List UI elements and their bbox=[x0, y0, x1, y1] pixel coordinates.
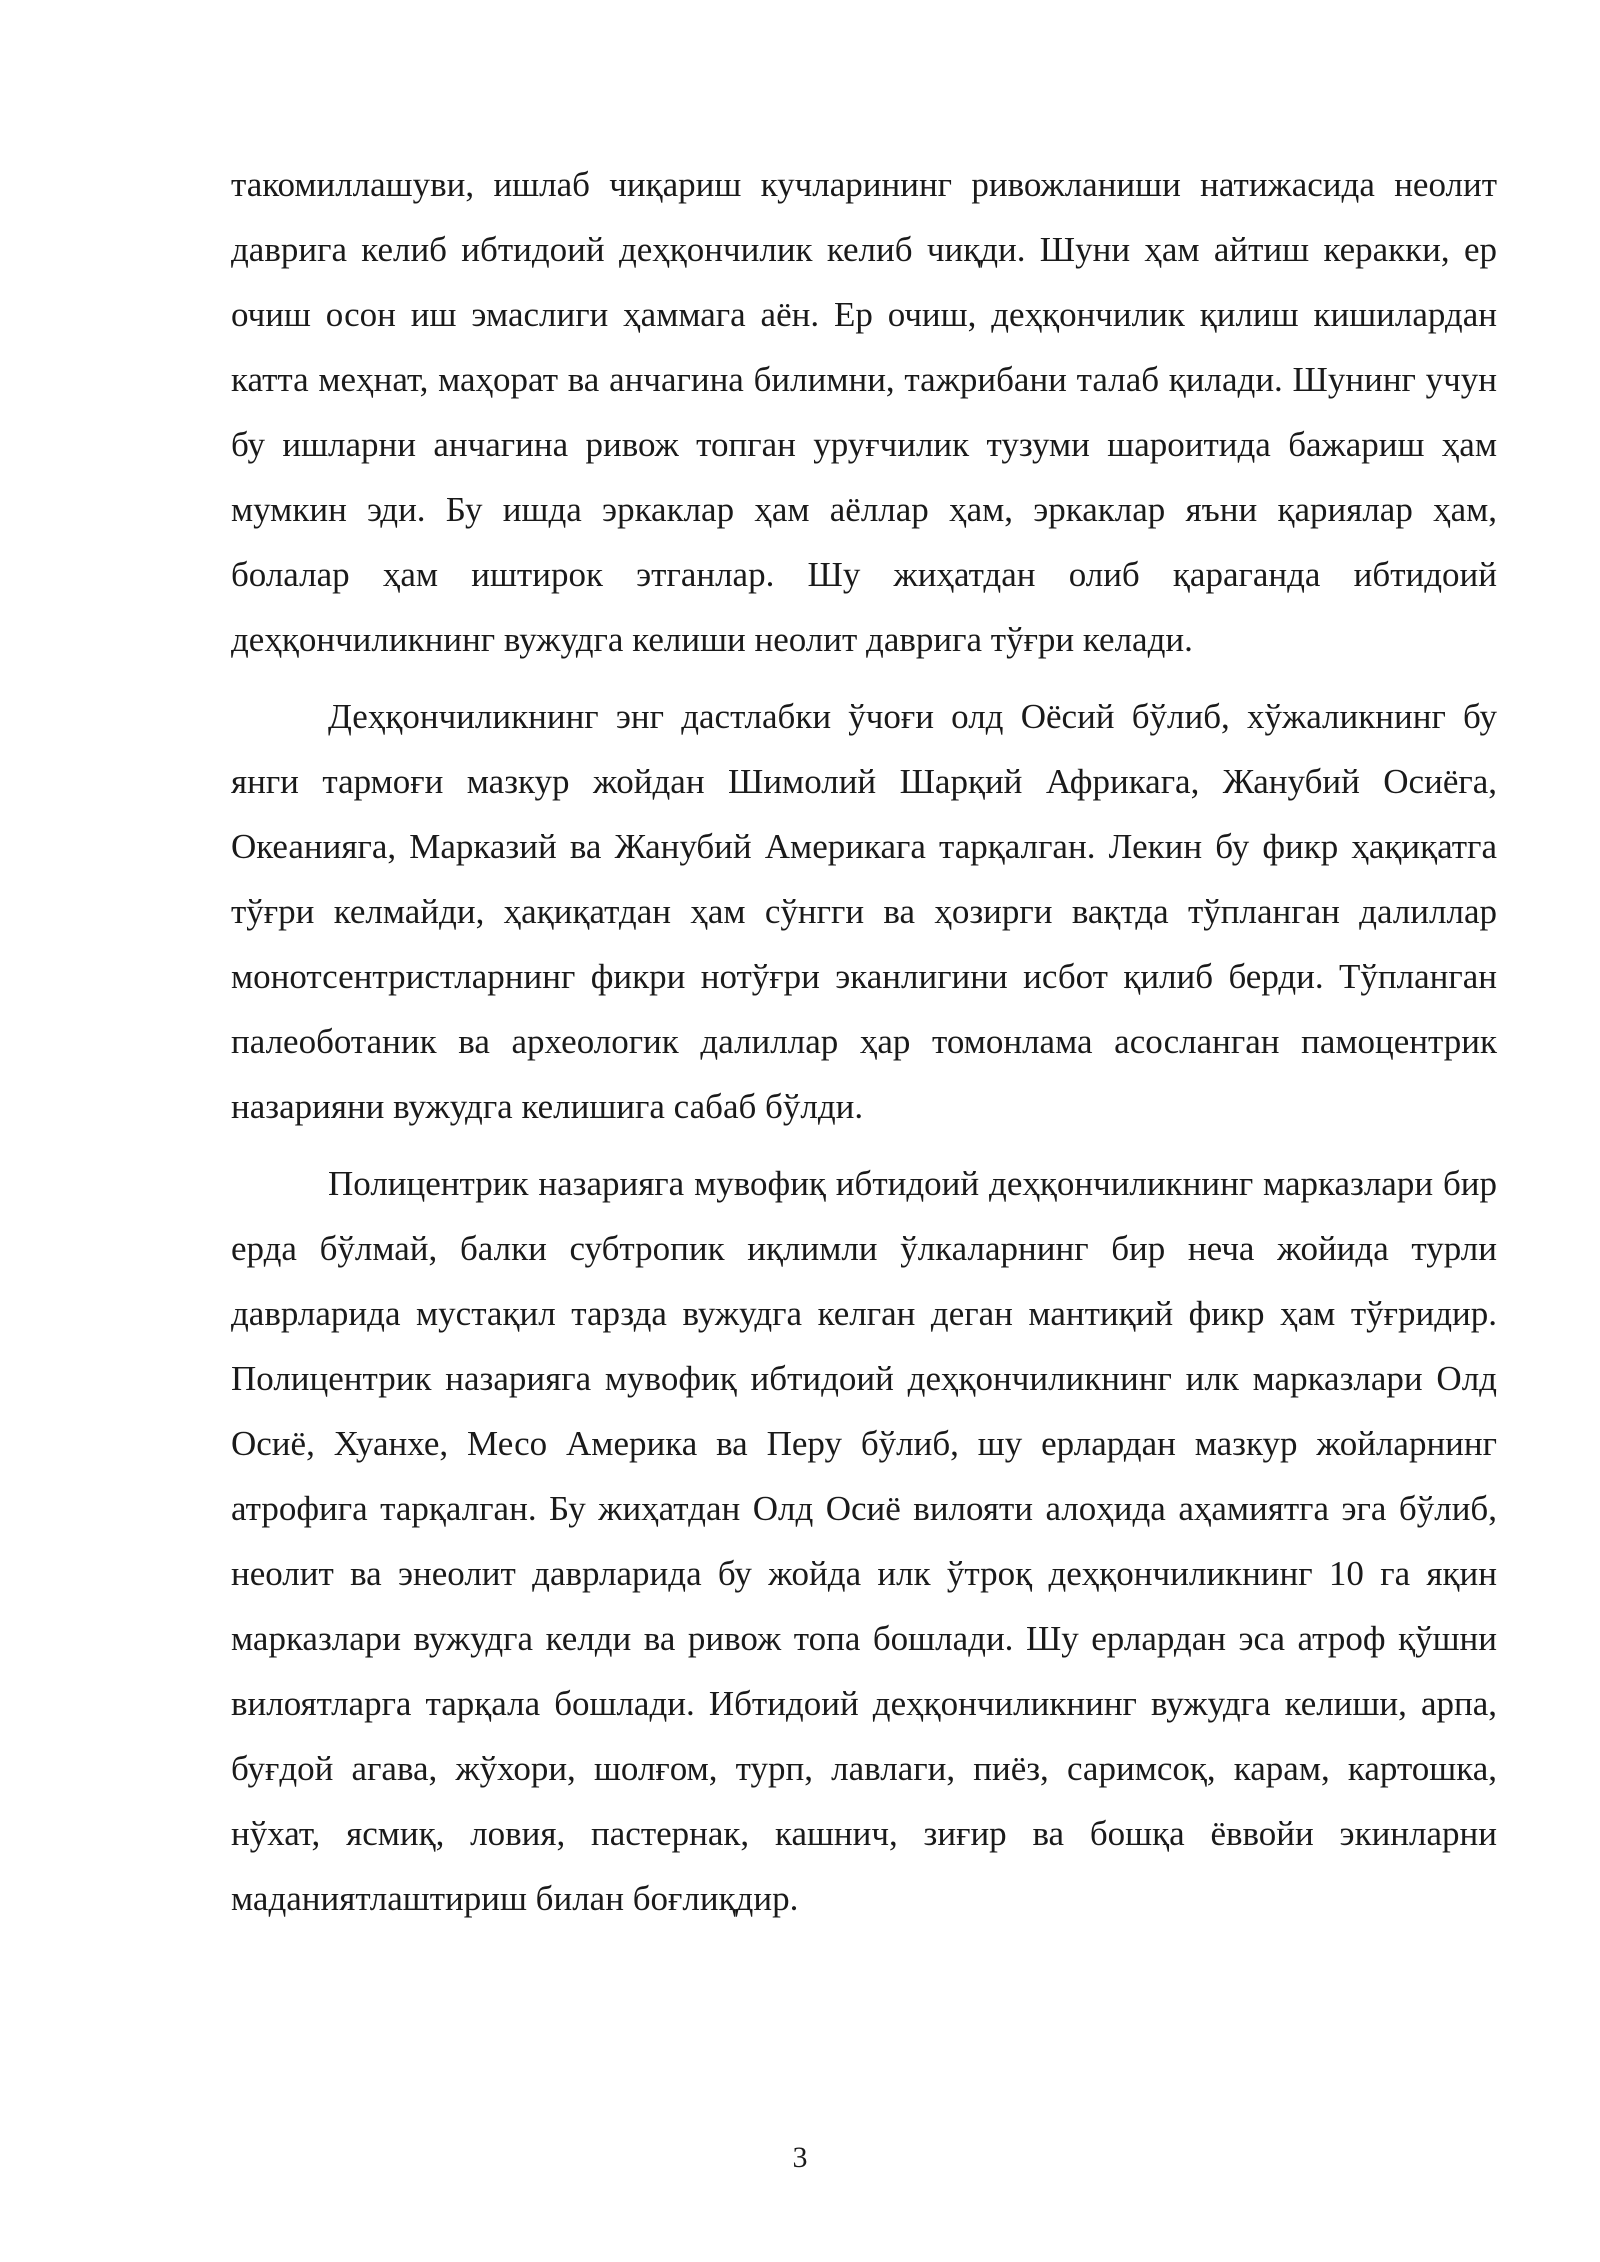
paragraph-3: Полицентрик назарияга мувофиқ ибтидоий деҳқончиликнинг марказлари бир ерда бўлмай, балки субтропик иқлимли ўлкаларнинг бир неча жойида турли даврларида мустақил тарзда вужудга келган деган мантиқий фикр ҳам тўғридир. Полицентрик назарияга мувофиқ ибтидоий деҳқончиликнинг илк марказлари Олд Осиё, Хуанхе, Месо Америка ва Перу бўлиб, шу ерлардан мазкур жойларнинг атрофига тарқалган. Бу жиҳатдан Олд Осиё вилояти алоҳида аҳамиятга эга бўлиб, неолит ва энеолит даврларида бу жойда илк ўтроқ деҳқончиликнинг 10 га яқин марказлари вужудга келди ва ривож топа бошлади. Шу ерлардан эса атроф қўшни вилоятларга тарқала бошлади. Ибтидоий деҳқончиликнинг вужудга келиши, арпа, буғдой агава, жўхори, шолғом, турп, лавлаги, пиёз, саримсоқ, карам, картошка, нўхат, ясмиқ, ловия, пастернак, кашнич, зиғир ва бошқа ёввойи экинларни маданиятлаштириш билан боғлиқдир. bbox=[231, 1164, 1497, 1918]
paragraph-1: такомиллашуви, ишлаб чиқариш кучларининг ривожланиши натижасида неолит даврига келиб ибтидоий деҳқончилик келиб чиқди. Шуни ҳам айтиш керакки, ер очиш осон иш эмаслиги ҳаммага аён. Ер очиш, деҳқончилик қилиш кишилардан катта меҳнат, маҳорат ва анчагина билимни, тажрибани талаб қилади. Шунинг учун бу ишларни анчагина ривож топган уруғчилик тузуми шароитида бажариш ҳам мумкин эди. Бу ишда эркаклар ҳам аёллар ҳам, эркаклар яъни қариялар ҳам, болалар ҳам иштирок этганлар. Шу жиҳатдан олиб қараганда ибтидоий деҳқончиликнинг вужудга келиши неолит даврига тўғри келади. bbox=[231, 165, 1497, 659]
body-text bbox=[231, 152, 1497, 1931]
paragraph-2: Деҳқончиликнинг энг дастлабки ўчоғи олд Оёсий бўлиб, хўжаликнинг бу янги тармоғи мазкур жойдан Шимолий Шарқий Африкага, Жанубий Осиёга, Океанияга, Марказий ва Жанубий Америкага тарқалган. Лекин бу фикр ҳақиқатга тўғри келмайди, ҳақиқатдан ҳам сўнгги ва ҳозирги вақтда тўпланган далиллар монотсентристларнинг фикри нотўғри эканлигини исбот қилиб берди. Тўпланган палеоботаник ва археологик далиллар ҳар томонлама асосланган памоцентрик назарияни вужудга келишига сабаб бўлди. bbox=[231, 697, 1497, 1126]
page-number: 3 bbox=[792, 2141, 808, 2174]
